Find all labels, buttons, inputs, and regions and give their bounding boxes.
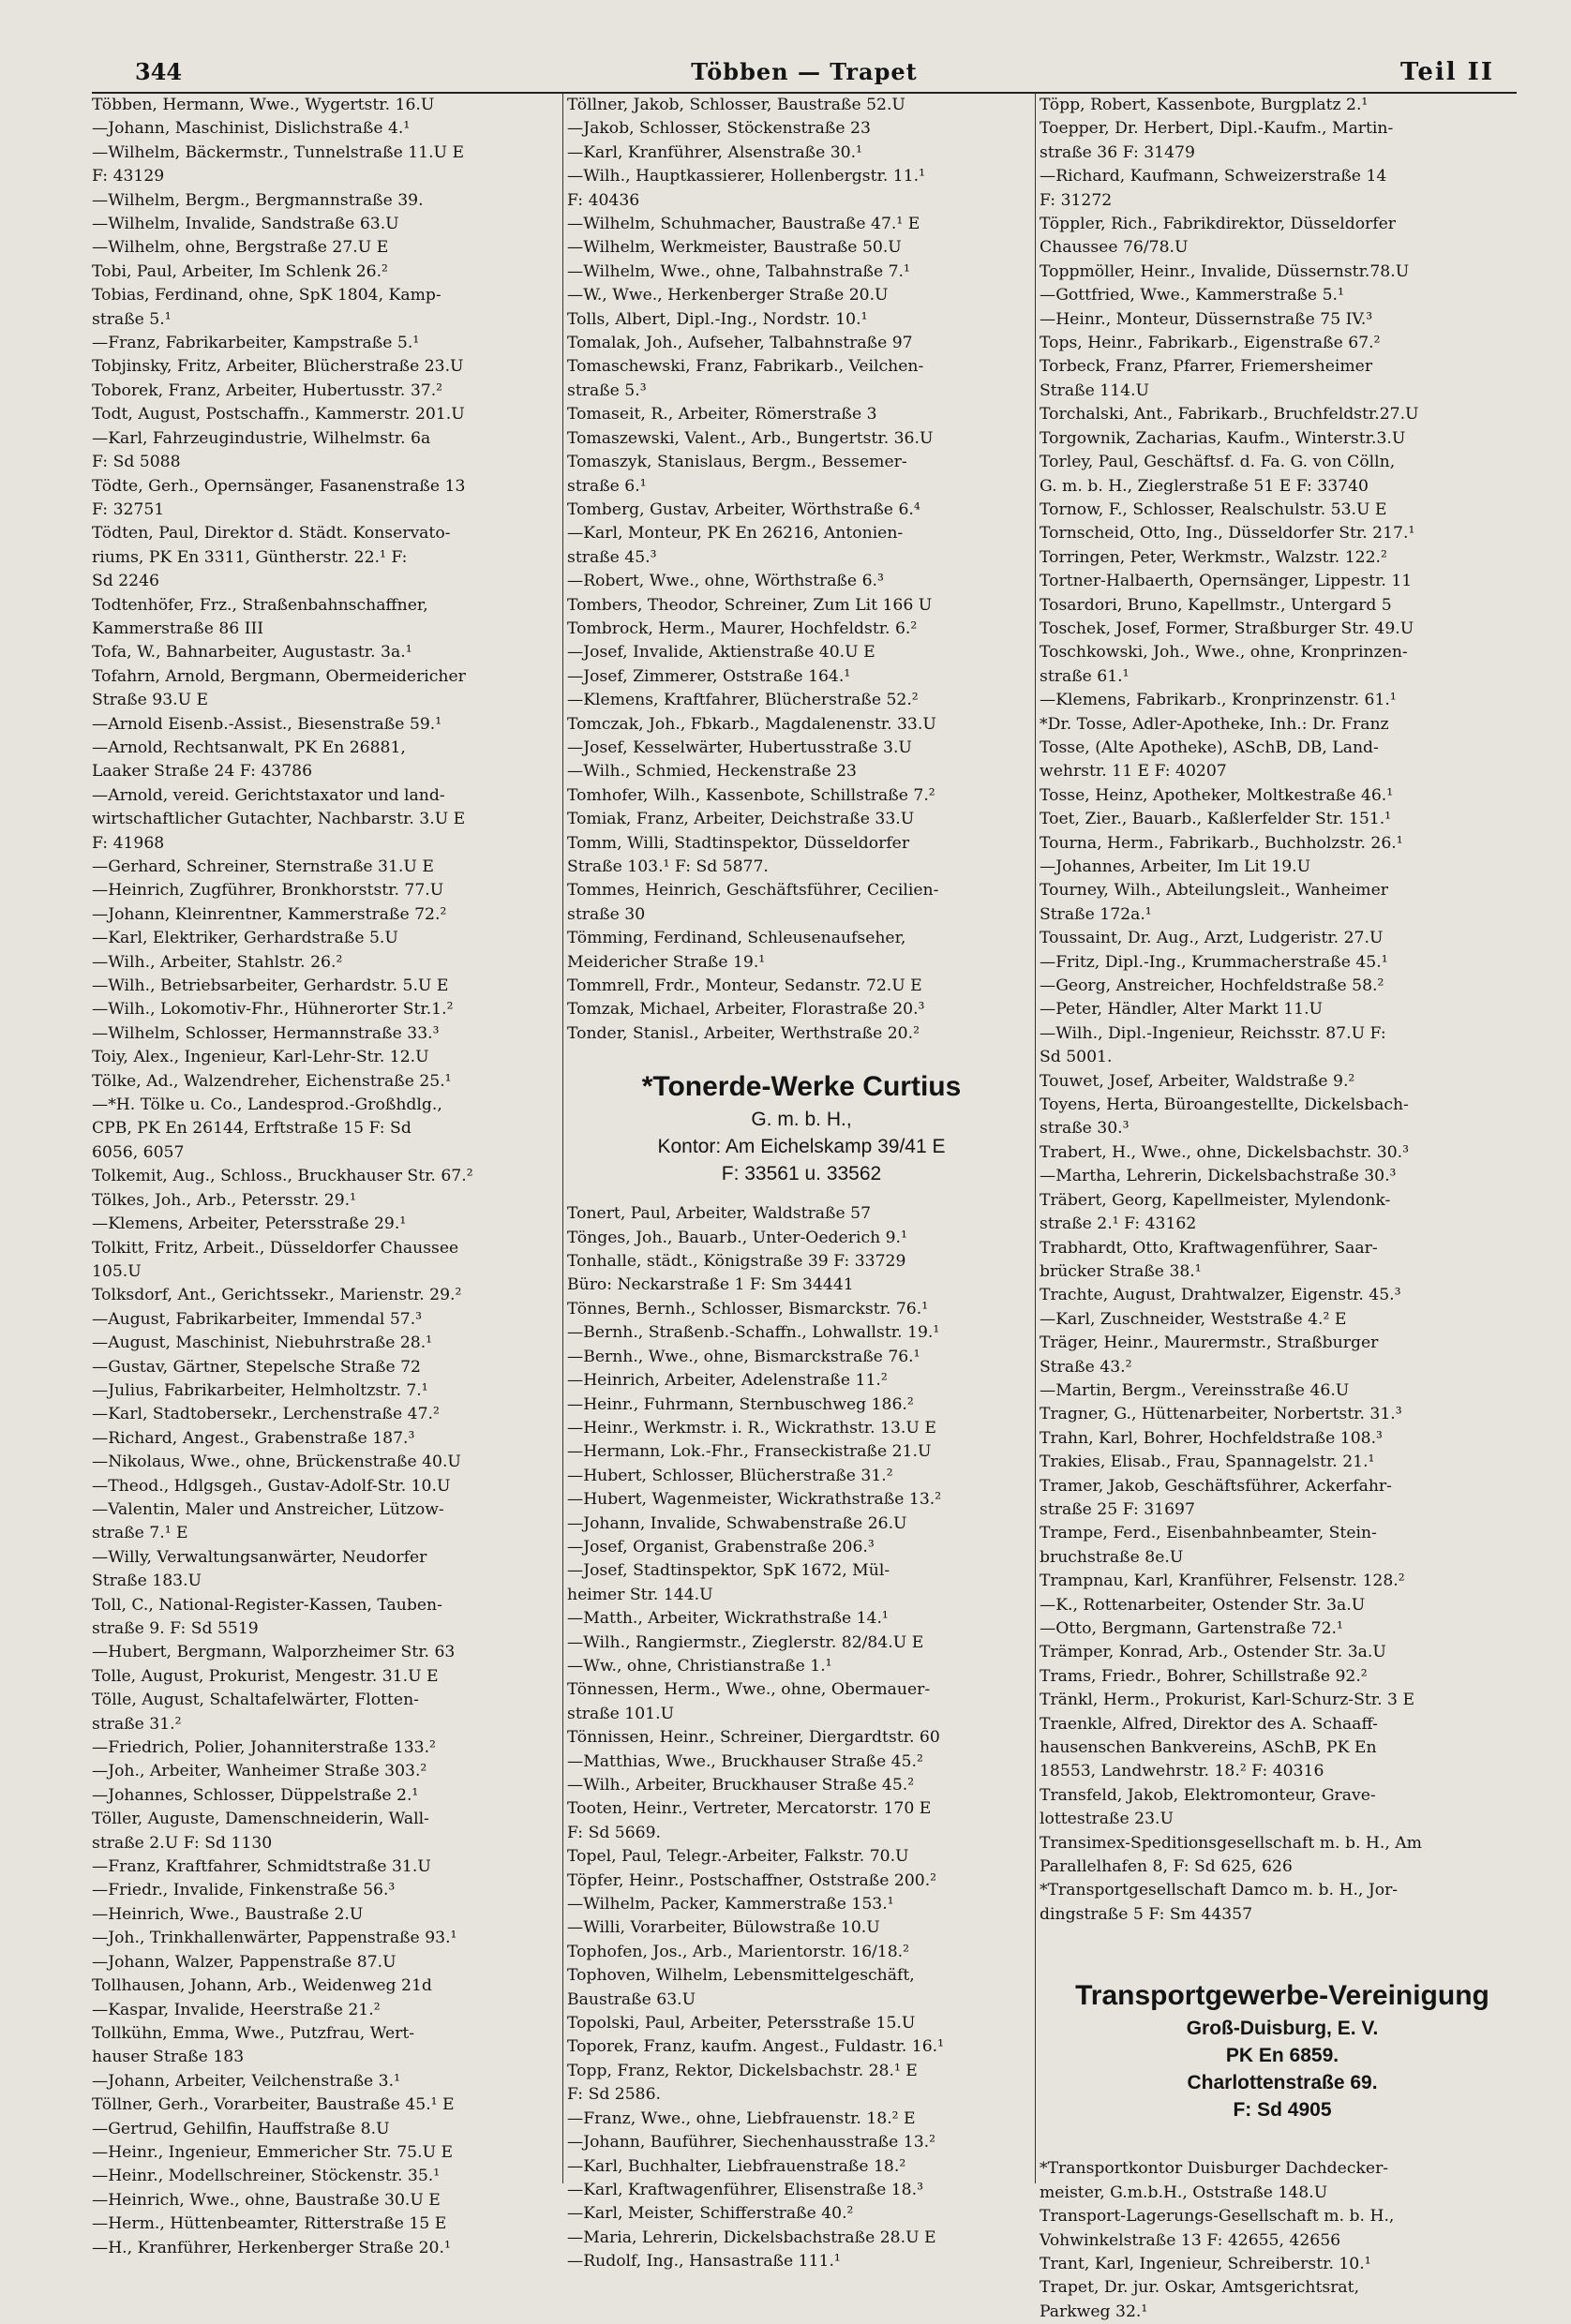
- directory-entry: —Karl, Meister, Schifferstraße 40.²: [567, 2204, 854, 2224]
- directory-entry: Tops, Heinr., Fabrikarb., Eigenstraße 67.²: [1040, 334, 1381, 353]
- directory-entry: Tobias, Ferdinand, ohne, SpK 1804, Kamp-: [92, 286, 441, 305]
- directory-entry: —Karl, Zuschneider, Weststraße 4.² E: [1040, 1309, 1347, 1329]
- directory-entry: —Wilhelm, Packer, Kammerstraße 153.¹: [567, 1895, 894, 1914]
- directory-entry: —Wilh., Lokomotiv-Fhr., Hühnerorter Str.1.²: [92, 1000, 454, 1020]
- directory-entry: straße 31.²: [92, 1714, 182, 1734]
- ad-line: Kontor: Am Eichelskamp 39/41 E: [657, 1136, 946, 1158]
- directory-entry: —August, Maschinist, Niebuhrstraße 28.¹: [92, 1333, 433, 1353]
- directory-entry: Toepper, Dr. Herbert, Dipl.-Kaufm., Martin-: [1040, 119, 1394, 139]
- directory-entry: Tomczak, Joh., Fbkarb., Magdalenenstr. 33.U: [567, 714, 936, 734]
- directory-entry: F: 41968: [92, 833, 165, 853]
- directory-entry: —Johannes, Schlosser, Düppelstraße 2.¹: [92, 1785, 419, 1805]
- directory-entry: —Wilh., Arbeiter, Bruckhauser Straße 45.²: [567, 1776, 915, 1795]
- directory-entry: straße 36 F: 31479: [1040, 142, 1195, 162]
- directory-entry: Tofa, W., Bahnarbeiter, Augustastr. 3a.¹: [92, 643, 412, 663]
- directory-entry: —Friedr., Invalide, Finkenstraße 56.³: [92, 1881, 396, 1900]
- directory-entry: bruchstraße 8e.U: [1040, 1547, 1184, 1567]
- directory-entry: Toiy, Alex., Ingenieur, Karl-Lehr-Str. 12.U: [92, 1048, 429, 1067]
- directory-entry: Tölle, August, Schaltafelwärter, Flotten-: [92, 1691, 419, 1710]
- directory-entry: 105.U: [92, 1261, 142, 1281]
- directory-entry: Tollhausen, Johann, Arb., Weidenweg 21d: [92, 1976, 432, 1996]
- ad-line: G. m. b. H.,: [751, 1109, 852, 1131]
- directory-entry: —Wilh., Hauptkassierer, Hollenbergstr. 11.¹: [567, 167, 925, 186]
- directory-entry: Tolkemit, Aug., Schloss., Bruckhauser Str. 67.²: [92, 1167, 473, 1186]
- column-1: [92, 94, 561, 2257]
- directory-entry: straße 5.³: [567, 380, 647, 400]
- directory-entry: Parallelhafen 8, F: Sd 625, 626: [1040, 1857, 1293, 1877]
- directory-entry: —Gottfried, Wwe., Kammerstraße 5.¹: [1040, 286, 1344, 305]
- directory-entry: Tortner-Halbaerth, Opernsänger, Lippestr. 11: [1040, 572, 1413, 591]
- directory-entry: —Arnold, vereid. Gerichtstaxator und land-: [92, 785, 445, 805]
- ad-line: PK En 6859.: [1225, 2045, 1339, 2067]
- directory-entry: hausenschen Bankvereins, ASchB, PK En: [1040, 1738, 1377, 1758]
- directory-entry: —Wilhelm, Bäckermstr., Tunnelstraße 11.U E: [92, 142, 465, 162]
- directory-entry: —Wilhelm, Wwe., ohne, Talbahnstraße 7.¹: [567, 261, 910, 281]
- directory-entry: Torbeck, Franz, Pfarrer, Friemersheimer: [1040, 357, 1373, 377]
- directory-entry: Straße 93.U E: [92, 691, 209, 710]
- directory-entry: Tosse, Heinz, Apotheker, Moltkestraße 46.¹: [1040, 785, 1394, 805]
- directory-entry: —Franz, Fabrikarbeiter, Kampstraße 5.¹: [92, 334, 420, 353]
- directory-entry: Tooten, Heinr., Vertreter, Mercatorstr. 170 E: [567, 1799, 932, 1819]
- directory-entry: —Hubert, Wagenmeister, Wickrathstraße 13.²: [567, 1490, 942, 1510]
- directory-entry: Transimex-Speditionsgesellschaft m. b. H., Am: [1040, 1833, 1422, 1853]
- directory-entry: —Hubert, Bergmann, Walporzheimer Str. 63: [92, 1643, 456, 1662]
- directory-entry: —Richard, Angest., Grabenstraße 187.³: [92, 1428, 415, 1448]
- directory-entry: Straße 103.¹ F: Sd 5877.: [567, 857, 769, 876]
- directory-entry: straße 2.U F: Sd 1130: [92, 1833, 273, 1853]
- directory-entry: —Johannes, Arbeiter, Im Lit 19.U: [1040, 857, 1311, 876]
- directory-entry: *Dr. Tosse, Adler-Apotheke, Inh.: Dr. Franz: [1040, 714, 1389, 734]
- directory-entry: —Heinr., Werkmstr. i. R., Wickrathstr. 13.U E: [567, 1418, 936, 1438]
- directory-entry: —Wilh., Dipl.-Ingenieur, Reichsstr. 87.U F:: [1040, 1023, 1386, 1043]
- directory-entry: straße 45.³: [567, 547, 657, 567]
- directory-entry: —Wilhelm, Schuhmacher, Baustraße 47.¹ E: [567, 215, 920, 234]
- directory-entry: Toborek, Franz, Arbeiter, Hubertusstr. 37.²: [92, 380, 443, 400]
- directory-entry: Tobjinsky, Fritz, Arbeiter, Blücherstraße 23.U: [92, 357, 464, 377]
- directory-entry: Tonder, Stanisl., Arbeiter, Werthstraße 20.²: [567, 1023, 920, 1043]
- directory-entry: F: 40436: [567, 190, 640, 210]
- directory-entry: F: Sd 5669.: [567, 1823, 662, 1842]
- directory-entry: —Bernh., Wwe., ohne, Bismarckstraße 76.¹: [567, 1347, 920, 1366]
- directory-entry: Traenkle, Alfred, Direktor des A. Schaaff-: [1040, 1714, 1378, 1734]
- directory-entry: —Hermann, Lok.-Fhr., Franseckistraße 21.U: [567, 1442, 932, 1462]
- directory-entry: Tränkl, Herm., Prokurist, Karl-Schurz-Str. 3 E: [1040, 1691, 1414, 1710]
- directory-entry: Töpfer, Heinr., Postschaffner, Oststraße 200.²: [567, 1870, 937, 1890]
- advertisement-transportgewerbe: [1040, 1970, 1525, 2133]
- directory-entry: Tödte, Gerh., Opernsänger, Fasanenstraße 13: [92, 476, 466, 496]
- directory-entry: —Josef, Stadtinspektor, SpK 1672, Mül-: [567, 1561, 890, 1581]
- directory-entry: Topp, Franz, Rektor, Dickelsbachstr. 28.¹ E: [567, 2061, 918, 2080]
- directory-entry: Tornow, F., Schlosser, Realschulstr. 53.U E: [1040, 499, 1387, 519]
- directory-entry: Toet, Zier., Bauarb., Kaßlerfelder Str. 151.¹: [1040, 810, 1392, 829]
- directory-entry: —Nikolaus, Wwe., ohne, Brückenstraße 40.U: [92, 1452, 461, 1472]
- directory-entry: straße 9. F: Sd 5519: [92, 1619, 259, 1638]
- directory-entry: Tomaszyk, Stanislaus, Bergm., Bessemer-: [567, 453, 907, 472]
- directory-entry: —Heinr., Ingenieur, Emmericher Str. 75.U E: [92, 2142, 454, 2162]
- directory-entry: Tomhofer, Wilh., Kassenbote, Schillstraße 7.²: [567, 785, 935, 805]
- directory-entry: Tolksdorf, Ant., Gerichtssekr., Marienstr. 29.²: [92, 1286, 462, 1305]
- directory-entry: Toussaint, Dr. Aug., Arzt, Ludgeristr. 27.U: [1040, 929, 1384, 948]
- directory-entry: —Wilh., Arbeiter, Stahlstr. 26.²: [92, 952, 343, 972]
- directory-entry: Tölkes, Joh., Arb., Petersstr. 29.¹: [92, 1190, 356, 1210]
- directory-entry: Toll, C., National-Register-Kassen, Tauben-: [92, 1595, 442, 1615]
- directory-entry: Toschkowski, Joh., Wwe., ohne, Kronprinzen-: [1040, 643, 1408, 663]
- part-label: Teil II: [1399, 58, 1494, 86]
- directory-entry: Trabert, H., Wwe., ohne, Dickelsbachstr. 30.³: [1040, 1142, 1410, 1162]
- directory-entry: Tombers, Theodor, Schreiner, Zum Lit 166 U: [567, 595, 933, 615]
- directory-entry: straße 6.¹: [567, 476, 647, 496]
- directory-entry: Chaussee 76/78.U: [1040, 238, 1189, 258]
- directory-entry: Töller, Auguste, Damenschneiderin, Wall-: [92, 1810, 429, 1829]
- directory-entry: —Otto, Bergmann, Gartenstraße 72.¹: [1040, 1619, 1343, 1638]
- directory-entry: —Jakob, Schlosser, Stöckenstraße 23: [567, 119, 871, 139]
- directory-entry: —Arnold, Rechtsanwalt, PK En 26881,: [92, 737, 406, 757]
- directory-entry: —Gerhard, Schreiner, Sternstraße 31.U E: [92, 857, 434, 876]
- directory-entry: Sd 5001.: [1040, 1048, 1113, 1067]
- directory-entry: —Wilhelm, ohne, Bergstraße 27.U E: [92, 238, 389, 258]
- directory-entry: Kammerstraße 86 III: [92, 618, 264, 638]
- directory-entry: straße 101.U: [567, 1704, 675, 1723]
- directory-entry: —Ww., ohne, Christianstraße 1.¹: [567, 1656, 832, 1676]
- directory-entry: Többen, Hermann, Wwe., Wygertstr. 16.U: [92, 96, 435, 114]
- directory-entry: Baustraße 63.U: [567, 1989, 696, 2009]
- directory-entry: Trahn, Karl, Bohrer, Hochfeldstraße 108.³: [1040, 1428, 1383, 1448]
- directory-entry: —Friedrich, Polier, Johanniterstraße 133.²: [92, 1738, 436, 1758]
- directory-entry: —Hubert, Schlosser, Blücherstraße 31.²: [567, 1466, 893, 1485]
- directory-entry: —Klemens, Arbeiter, Petersstraße 29.¹: [92, 1214, 407, 1234]
- directory-entry: Tomiak, Franz, Arbeiter, Deichstraße 33.U: [567, 810, 915, 829]
- directory-entry: —Georg, Anstreicher, Hochfeldstraße 58.²: [1040, 976, 1384, 996]
- directory-entry: Tölke, Ad., Walzendreher, Eichenstraße 25.¹: [92, 1071, 452, 1091]
- directory-entry: straße 30.³: [1040, 1119, 1130, 1139]
- directory-entry: Trämper, Konrad, Arb., Ostender Str. 3a.U: [1040, 1643, 1386, 1662]
- directory-entry: —Gertrud, Gehilfin, Hauffstraße 8.U: [92, 2119, 390, 2138]
- directory-entry: —Julius, Fabrikarbeiter, Helmholtzstr. 7.¹: [92, 1380, 428, 1400]
- directory-entry: Tobi, Paul, Arbeiter, Im Schlenk 26.²: [92, 261, 388, 281]
- directory-entry: —Kaspar, Invalide, Heerstraße 21.²: [92, 2000, 381, 2019]
- directory-entry: —Herm., Hüttenbeamter, Ritterstraße 15 E: [92, 2214, 447, 2234]
- directory-entry: —Heinrich, Zugführer, Bronkhorststr. 77.U: [92, 881, 444, 901]
- directory-entry: —Karl, Kraftwagenführer, Elisenstraße 18.³: [567, 2180, 923, 2199]
- directory-entry: wehrstr. 11 E F: 40207: [1040, 762, 1227, 782]
- directory-entry: Tombrock, Herm., Maurer, Hochfeldstr. 6.²: [567, 618, 918, 638]
- directory-entry: —Franz, Wwe., ohne, Liebfrauenstr. 18.² E: [567, 2108, 916, 2128]
- directory-entry: Tourney, Wilh., Abteilungsleit., Wanheimer: [1040, 881, 1388, 901]
- directory-entry: —Robert, Wwe., ohne, Wörthstraße 6.³: [567, 572, 884, 591]
- directory-entry: Straße 43.²: [1040, 1357, 1132, 1377]
- directory-entry: Torley, Paul, Geschäftsf. d. Fa. G. von Cölln,: [1040, 453, 1396, 472]
- directory-entry: —H., Kranführer, Herkenberger Straße 20.¹: [92, 2238, 451, 2257]
- directory-entry: Transfeld, Jakob, Elektromonteur, Grave-: [1040, 1785, 1376, 1805]
- directory-entry: —Willy, Verwaltungsanwärter, Neudorfer: [92, 1547, 427, 1567]
- directory-entry: Toporek, Franz, kaufm. Angest., Fuldastr. 16.¹: [567, 2037, 945, 2057]
- directory-entry: —Josef, Organist, Grabenstraße 206.³: [567, 1537, 875, 1557]
- ad-line: Groß-Duisburg, E. V.: [1186, 2018, 1379, 2040]
- directory-entry: Sd 2246: [92, 572, 159, 591]
- directory-entry: Trabhardt, Otto, Kraftwagenführer, Saar-: [1040, 1238, 1378, 1258]
- directory-entry: 18553, Landwehrstr. 18.² F: 40316: [1040, 1762, 1324, 1781]
- directory-entry: —Heinr., Monteur, Düssernstraße 75 IV.³: [1040, 309, 1373, 329]
- ad-line: F: 33561 u. 33562: [721, 1163, 882, 1185]
- ad-title: Transportgewerbe-Vereinigung: [1075, 1980, 1489, 2012]
- directory-entry: —Johann, Kleinrentner, Kammerstraße 72.²: [92, 904, 447, 924]
- directory-entry: Tomaschewski, Franz, Fabrikarb., Veilchen-: [567, 357, 924, 377]
- directory-entry: —Johann, Walzer, Pappenstraße 87.U: [92, 1952, 396, 1972]
- directory-entry: Töllner, Jakob, Schlosser, Baustraße 52.U: [567, 96, 905, 114]
- directory-entry: F: Sd 2586.: [567, 2085, 662, 2105]
- directory-entry: Tramer, Jakob, Geschäftsführer, Ackerfahr-: [1040, 1476, 1392, 1496]
- directory-entry: CPB, PK En 26144, Erftstraße 15 F: Sd: [92, 1119, 411, 1139]
- directory-entry: —Matth., Arbeiter, Wickrathstraße 14.¹: [567, 1609, 889, 1629]
- directory-entry: Tönnes, Bernh., Schlosser, Bismarckstr. 76.¹: [567, 1299, 929, 1318]
- directory-entry: Todt, August, Postschaffn., Kammerstr. 201.U: [92, 405, 465, 425]
- directory-entry: *Transportkontor Duisburger Dachdecker-: [1040, 2159, 1389, 2179]
- directory-entry: Toppmöller, Heinr., Invalide, Düssernstr.78.U: [1040, 261, 1410, 281]
- directory-entry: Tosardori, Bruno, Kapellmstr., Untergard 5: [1040, 595, 1392, 615]
- directory-entry: —Wilhelm, Schlosser, Hermannstraße 33.³: [92, 1023, 440, 1043]
- directory-entry: Tomzak, Michael, Arbeiter, Florastraße 20.³: [567, 1000, 925, 1020]
- directory-entry: —Joh., Arbeiter, Wanheimer Straße 303.²: [92, 1762, 427, 1781]
- directory-entry: F: 32751: [92, 499, 165, 519]
- directory-entry: Tomaszewski, Valent., Arb., Bungertstr. 36.U: [567, 428, 934, 448]
- directory-entry: riums, PK En 3311, Güntherstr. 22.¹ F:: [92, 547, 408, 567]
- directory-entry: straße 2.¹ F: 43162: [1040, 1214, 1197, 1234]
- directory-entry: Träger, Heinr., Maurermstr., Straßburger: [1040, 1333, 1379, 1353]
- directory-entry: Tommes, Heinrich, Geschäftsführer, Cecilien-: [567, 881, 939, 901]
- directory-entry: —Heinrich, Wwe., ohne, Baustraße 30.U E: [92, 2190, 441, 2210]
- directory-entry: Tornscheid, Otto, Ing., Düsseldorfer Str. 217.¹: [1040, 524, 1415, 544]
- directory-entry: —Wilhelm, Invalide, Sandstraße 63.U: [92, 215, 399, 234]
- directory-entry: Straße 183.U: [92, 1572, 202, 1591]
- directory-entry: Straße 114.U: [1040, 380, 1150, 400]
- directory-entry: Tragner, G., Hüttenarbeiter, Norbertstr. 31.³: [1040, 1405, 1402, 1424]
- directory-entry: —Fritz, Dipl.-Ing., Krummacherstraße 45.¹: [1040, 952, 1388, 972]
- directory-entry: —*H. Tölke u. Co., Landesprod.-Großhdlg.,: [92, 1095, 442, 1115]
- directory-entry: *Transportgesellschaft Damco m. b. H., Jor-: [1040, 1881, 1399, 1900]
- directory-entry: straße 30: [567, 904, 646, 924]
- directory-entry: —Theod., Hdlgsgeh., Gustav-Adolf-Str. 10.U: [92, 1476, 451, 1496]
- directory-entry: Träbert, Georg, Kapellmeister, Mylendonk-: [1040, 1190, 1391, 1210]
- directory-entry: Straße 172a.¹: [1040, 904, 1152, 924]
- directory-entry: —Josef, Kesselwärter, Hubertusstraße 3.U: [567, 737, 912, 757]
- directory-entry: —Joh., Trinkhallenwärter, Pappenstraße 93.¹: [92, 1929, 457, 1948]
- directory-entry: —Richard, Kaufmann, Schweizerstraße 14: [1040, 167, 1387, 186]
- directory-entry: meister, G.m.b.H., Oststraße 148.U: [1040, 2182, 1328, 2202]
- directory-entry: Tolls, Albert, Dipl.-Ing., Nordstr. 10.¹: [567, 309, 868, 329]
- directory-entry: —Josef, Zimmerer, Oststraße 164.¹: [567, 666, 851, 686]
- directory-entry: —Heinr., Modellschreiner, Stöckenstr. 35.¹: [92, 2167, 441, 2186]
- directory-entry: —Heinrich, Wwe., Baustraße 2.U: [92, 1904, 364, 1924]
- directory-entry: Meidericher Straße 19.¹: [567, 952, 766, 972]
- directory-entry: Büro: Neckarstraße 1 F: Sm 34441: [567, 1275, 854, 1295]
- directory-entry: Tomm, Willi, Stadtinspektor, Düsseldorfer: [567, 833, 910, 853]
- column-3-entries-bottom: [1040, 2157, 1525, 2324]
- directory-entry: Tömming, Ferdinand, Schleusenaufseher,: [567, 929, 906, 948]
- directory-entry: Parkweg 32.¹: [1040, 2302, 1148, 2321]
- directory-entry: —Klemens, Fabrikarb., Kronprinzenstr. 61.¹: [1040, 691, 1397, 710]
- directory-entry: F: 43129: [92, 167, 165, 186]
- directory-entry: —Maria, Lehrerin, Dickelsbachstraße 28.U E: [567, 2227, 936, 2247]
- directory-entry: Todtenhöfer, Frz., Straßenbahnschaffner,: [92, 595, 428, 615]
- directory-entry: Torringen, Peter, Werkmstr., Walzstr. 122.²: [1040, 547, 1387, 567]
- directory-entry: —Johann, Invalide, Schwabenstraße 26.U: [567, 1513, 907, 1533]
- directory-entry: —Johann, Arbeiter, Veilchenstraße 3.¹: [92, 2071, 400, 2091]
- directory-entry: —Karl, Elektriker, Gerhardstraße 5.U: [92, 929, 398, 948]
- directory-entry: Töllner, Gerh., Vorarbeiter, Baustraße 45.¹ E: [92, 2095, 455, 2115]
- directory-entry: —Arnold Eisenb.-Assist., Biesenstraße 59.¹: [92, 714, 442, 734]
- directory-entry: Trachte, August, Drahtwalzer, Eigenstr. 45.³: [1040, 1286, 1401, 1305]
- directory-entry: Tosse, (Alte Apotheke), ASchB, DB, Land-: [1040, 737, 1379, 757]
- directory-entry: —Martha, Lehrerin, Dickelsbachstraße 30.³: [1040, 1167, 1397, 1186]
- directory-entry: lottestraße 23.U: [1040, 1810, 1174, 1829]
- directory-entry: Trapet, Dr. jur. Oskar, Amtsgerichtsrat,: [1040, 2278, 1360, 2298]
- directory-entry: Tonhalle, städt., Königstraße 39 F: 33729: [567, 1252, 906, 1272]
- directory-entry: Tönnessen, Herm., Wwe., ohne, Obermauer-: [567, 1680, 931, 1700]
- directory-entry: —Franz, Kraftfahrer, Schmidtstraße 31.U: [92, 1857, 431, 1877]
- column-3: [1035, 94, 1525, 2321]
- directory-entry: —Karl, Buchhalter, Liebfrauenstraße 18.²: [567, 2156, 906, 2176]
- directory-entry: —Johann, Bauführer, Siechenhausstraße 13.²: [567, 2133, 936, 2153]
- directory-entry: Tourna, Herm., Fabrikarb., Buchholzstr. 26.¹: [1040, 833, 1403, 853]
- column-2-entries-top: [567, 94, 1036, 1046]
- directory-entry: —Klemens, Kraftfahrer, Blücherstraße 52.²: [567, 691, 919, 710]
- page-header: [92, 52, 1517, 94]
- directory-entry: Tönges, Joh., Bauarb., Unter-Oederich 9.¹: [567, 1228, 907, 1247]
- directory-entry: Torgownik, Zacharias, Kaufm., Winterstr.3.U: [1040, 428, 1406, 448]
- directory-entry: Vohwinkelstraße 13 F: 42655, 42656: [1040, 2230, 1341, 2250]
- directory-entry: Topolski, Paul, Arbeiter, Petersstraße 15.U: [567, 2014, 916, 2034]
- directory-entry: —Martin, Bergm., Vereinsstraße 46.U: [1040, 1380, 1350, 1400]
- ad-title: *Tonerde-Werke Curtius: [641, 1071, 962, 1103]
- directory-entry: —Wilh., Schmied, Heckenstraße 23: [567, 762, 857, 782]
- directory-entry: Töppler, Rich., Fabrikdirektor, Düsseldorfer: [1040, 215, 1397, 234]
- directory-entry: —Heinrich, Arbeiter, Adelenstraße 11.²: [567, 1371, 888, 1391]
- directory-entry: Tödten, Paul, Direktor d. Städt. Konservato-: [92, 524, 451, 544]
- directory-entry: wirtschaftlicher Gutachter, Nachbarstr. 3.U E: [92, 810, 466, 829]
- directory-entry: —Bernh., Straßenb.-Schaffn., Lohwallstr. 19.¹: [567, 1323, 940, 1343]
- directory-entry: F: 31272: [1040, 190, 1113, 210]
- directory-entry: Tolle, August, Prokurist, Mengestr. 31.U E: [92, 1666, 439, 1686]
- directory-entry: —Karl, Kranführer, Alsenstraße 30.¹: [567, 142, 862, 162]
- ad-line: F: Sd 4905: [1233, 2099, 1332, 2122]
- directory-entry: Tomalak, Joh., Aufseher, Talbahnstraße 97: [567, 334, 913, 353]
- directory-entry: Torchalski, Ant., Fabrikarb., Bruchfeldstr.27.U: [1040, 405, 1419, 425]
- directory-entry: —Wilhelm, Werkmeister, Baustraße 50.U: [567, 238, 902, 258]
- directory-entry: hauser Straße 183: [92, 2048, 245, 2067]
- directory-entry: Tophofen, Jos., Arb., Marientorstr. 16/18.²: [567, 1942, 910, 1961]
- directory-entry: Trampnau, Karl, Kranführer, Felsenstr. 128.²: [1040, 1572, 1405, 1591]
- column-2-entries-bottom: [567, 1202, 1036, 2273]
- directory-entry: Touwet, Josef, Arbeiter, Waldstraße 9.²: [1040, 1071, 1355, 1091]
- directory-entry: Tofahrn, Arnold, Bergmann, Obermeidericher: [92, 666, 466, 686]
- directory-entry: Trant, Karl, Ingenieur, Schreiberstr. 10.¹: [1040, 2254, 1371, 2273]
- directory-entry: straße 25 F: 31697: [1040, 1499, 1195, 1519]
- directory-entry: —Heinr., Fuhrmann, Sternbuschweg 186.²: [567, 1394, 914, 1414]
- directory-entry: —K., Rottenarbeiter, Ostender Str. 3a.U: [1040, 1595, 1366, 1615]
- directory-entry: —Peter, Händler, Alter Markt 11.U: [1040, 1000, 1324, 1020]
- directory-entry: —Josef, Invalide, Aktienstraße 40.U E: [567, 643, 875, 663]
- directory-entry: —Johann, Maschinist, Dislichstraße 4.¹: [92, 119, 411, 139]
- directory-entry: —Valentin, Maler und Anstreicher, Lützow-: [92, 1499, 444, 1519]
- directory-entry: Tonert, Paul, Arbeiter, Waldstraße 57: [567, 1204, 872, 1224]
- advertisement-tonerde-werke: [567, 1061, 1036, 1197]
- directory-entry: Trampe, Ferd., Eisenbahnbeamter, Stein-: [1040, 1524, 1377, 1543]
- directory-entry: —Gustav, Gärtner, Stepelsche Straße 72: [92, 1357, 421, 1377]
- directory-entry: —Matthias, Wwe., Bruckhauser Straße 45.²: [567, 1751, 923, 1771]
- directory-entry: Laaker Straße 24 F: 43786: [92, 762, 313, 782]
- directory-entry: 6056, 6057: [92, 1142, 185, 1162]
- directory-entry: Toschek, Josef, Former, Straßburger Str. 49.U: [1040, 618, 1414, 638]
- page-number: 344: [135, 58, 183, 85]
- directory-entry: straße 61.¹: [1040, 666, 1130, 686]
- directory-entry: —Wilh., Betriebsarbeiter, Gerhardstr. 5.U E: [92, 976, 449, 996]
- directory-entry: Topel, Paul, Telegr.-Arbeiter, Falkstr. 70.U: [567, 1847, 909, 1867]
- directory-entry: straße 7.¹ E: [92, 1524, 188, 1543]
- directory-entry: —Karl, Fahrzeugindustrie, Wilhelmstr. 6a: [92, 428, 431, 448]
- column-2: [562, 94, 1036, 2272]
- directory-entry: Tophoven, Wilhelm, Lebensmittelgeschäft,: [567, 1966, 915, 1986]
- directory-entry: —Willi, Vorarbeiter, Bülowstraße 10.U: [567, 1918, 880, 1938]
- column-3-entries-top: [1040, 94, 1525, 1927]
- directory-entry: Trams, Friedr., Bohrer, Schillstraße 92.²: [1040, 1666, 1368, 1686]
- directory-entry: —Karl, Stadtobersekr., Lerchenstraße 47.²: [92, 1405, 440, 1424]
- directory-entry: Tolkitt, Fritz, Arbeit., Düsseldorfer Chaussee: [92, 1238, 459, 1258]
- directory-entry: —Rudolf, Ing., Hansastraße 111.¹: [567, 2252, 841, 2272]
- directory-entry: Tomberg, Gustav, Arbeiter, Wörthstraße 6.⁴: [567, 499, 920, 519]
- directory-entry: Trakies, Elisab., Frau, Spannagelstr. 21.¹: [1040, 1452, 1375, 1472]
- directory-entry: —Wilh., Rangiermstr., Zieglerstr. 82/84.U E: [567, 1632, 924, 1652]
- directory-entry: —Wilhelm, Bergm., Bergmannstraße 39.: [92, 190, 424, 210]
- directory-entry: Töpp, Robert, Kassenbote, Burgplatz 2.¹: [1040, 96, 1369, 114]
- page-range-title: Többen — Trapet: [691, 58, 918, 85]
- directory-entry: Toyens, Herta, Büroangestellte, Dickelsbach-: [1040, 1095, 1409, 1115]
- directory-entry: Transport-Lagerungs-Gesellschaft m. b. H.,: [1040, 2207, 1395, 2227]
- directory-entry: Tommrell, Frdr., Monteur, Sedanstr. 72.U E: [567, 976, 922, 996]
- directory-entry: —August, Fabrikarbeiter, Immendal 57.³: [92, 1309, 423, 1329]
- directory-entry: Tollkühn, Emma, Wwe., Putzfrau, Wert-: [92, 2023, 415, 2043]
- column-1-entries: [92, 94, 561, 2260]
- directory-entry: F: Sd 5088: [92, 453, 181, 472]
- directory-entry: —Karl, Monteur, PK En 26216, Antonien-: [567, 524, 904, 544]
- directory-entry: heimer Str. 144.U: [567, 1585, 713, 1604]
- directory-entry: Tönnissen, Heinr., Schreiner, Diergardtstr. 60: [567, 1728, 940, 1748]
- directory-entry: —W., Wwe., Herkenberger Straße 20.U: [567, 286, 889, 305]
- directory-entry: straße 5.¹: [92, 309, 172, 329]
- ad-line: Charlottenstraße 69.: [1187, 2072, 1378, 2094]
- directory-entry: G. m. b. H., Zieglerstraße 51 E F: 33740: [1040, 476, 1369, 496]
- directory-entry: brücker Straße 38.¹: [1040, 1261, 1202, 1281]
- directory-entry: Tomaseit, R., Arbeiter, Römerstraße 3: [567, 405, 877, 425]
- directory-entry: dingstraße 5 F: Sm 44357: [1040, 1904, 1253, 1924]
